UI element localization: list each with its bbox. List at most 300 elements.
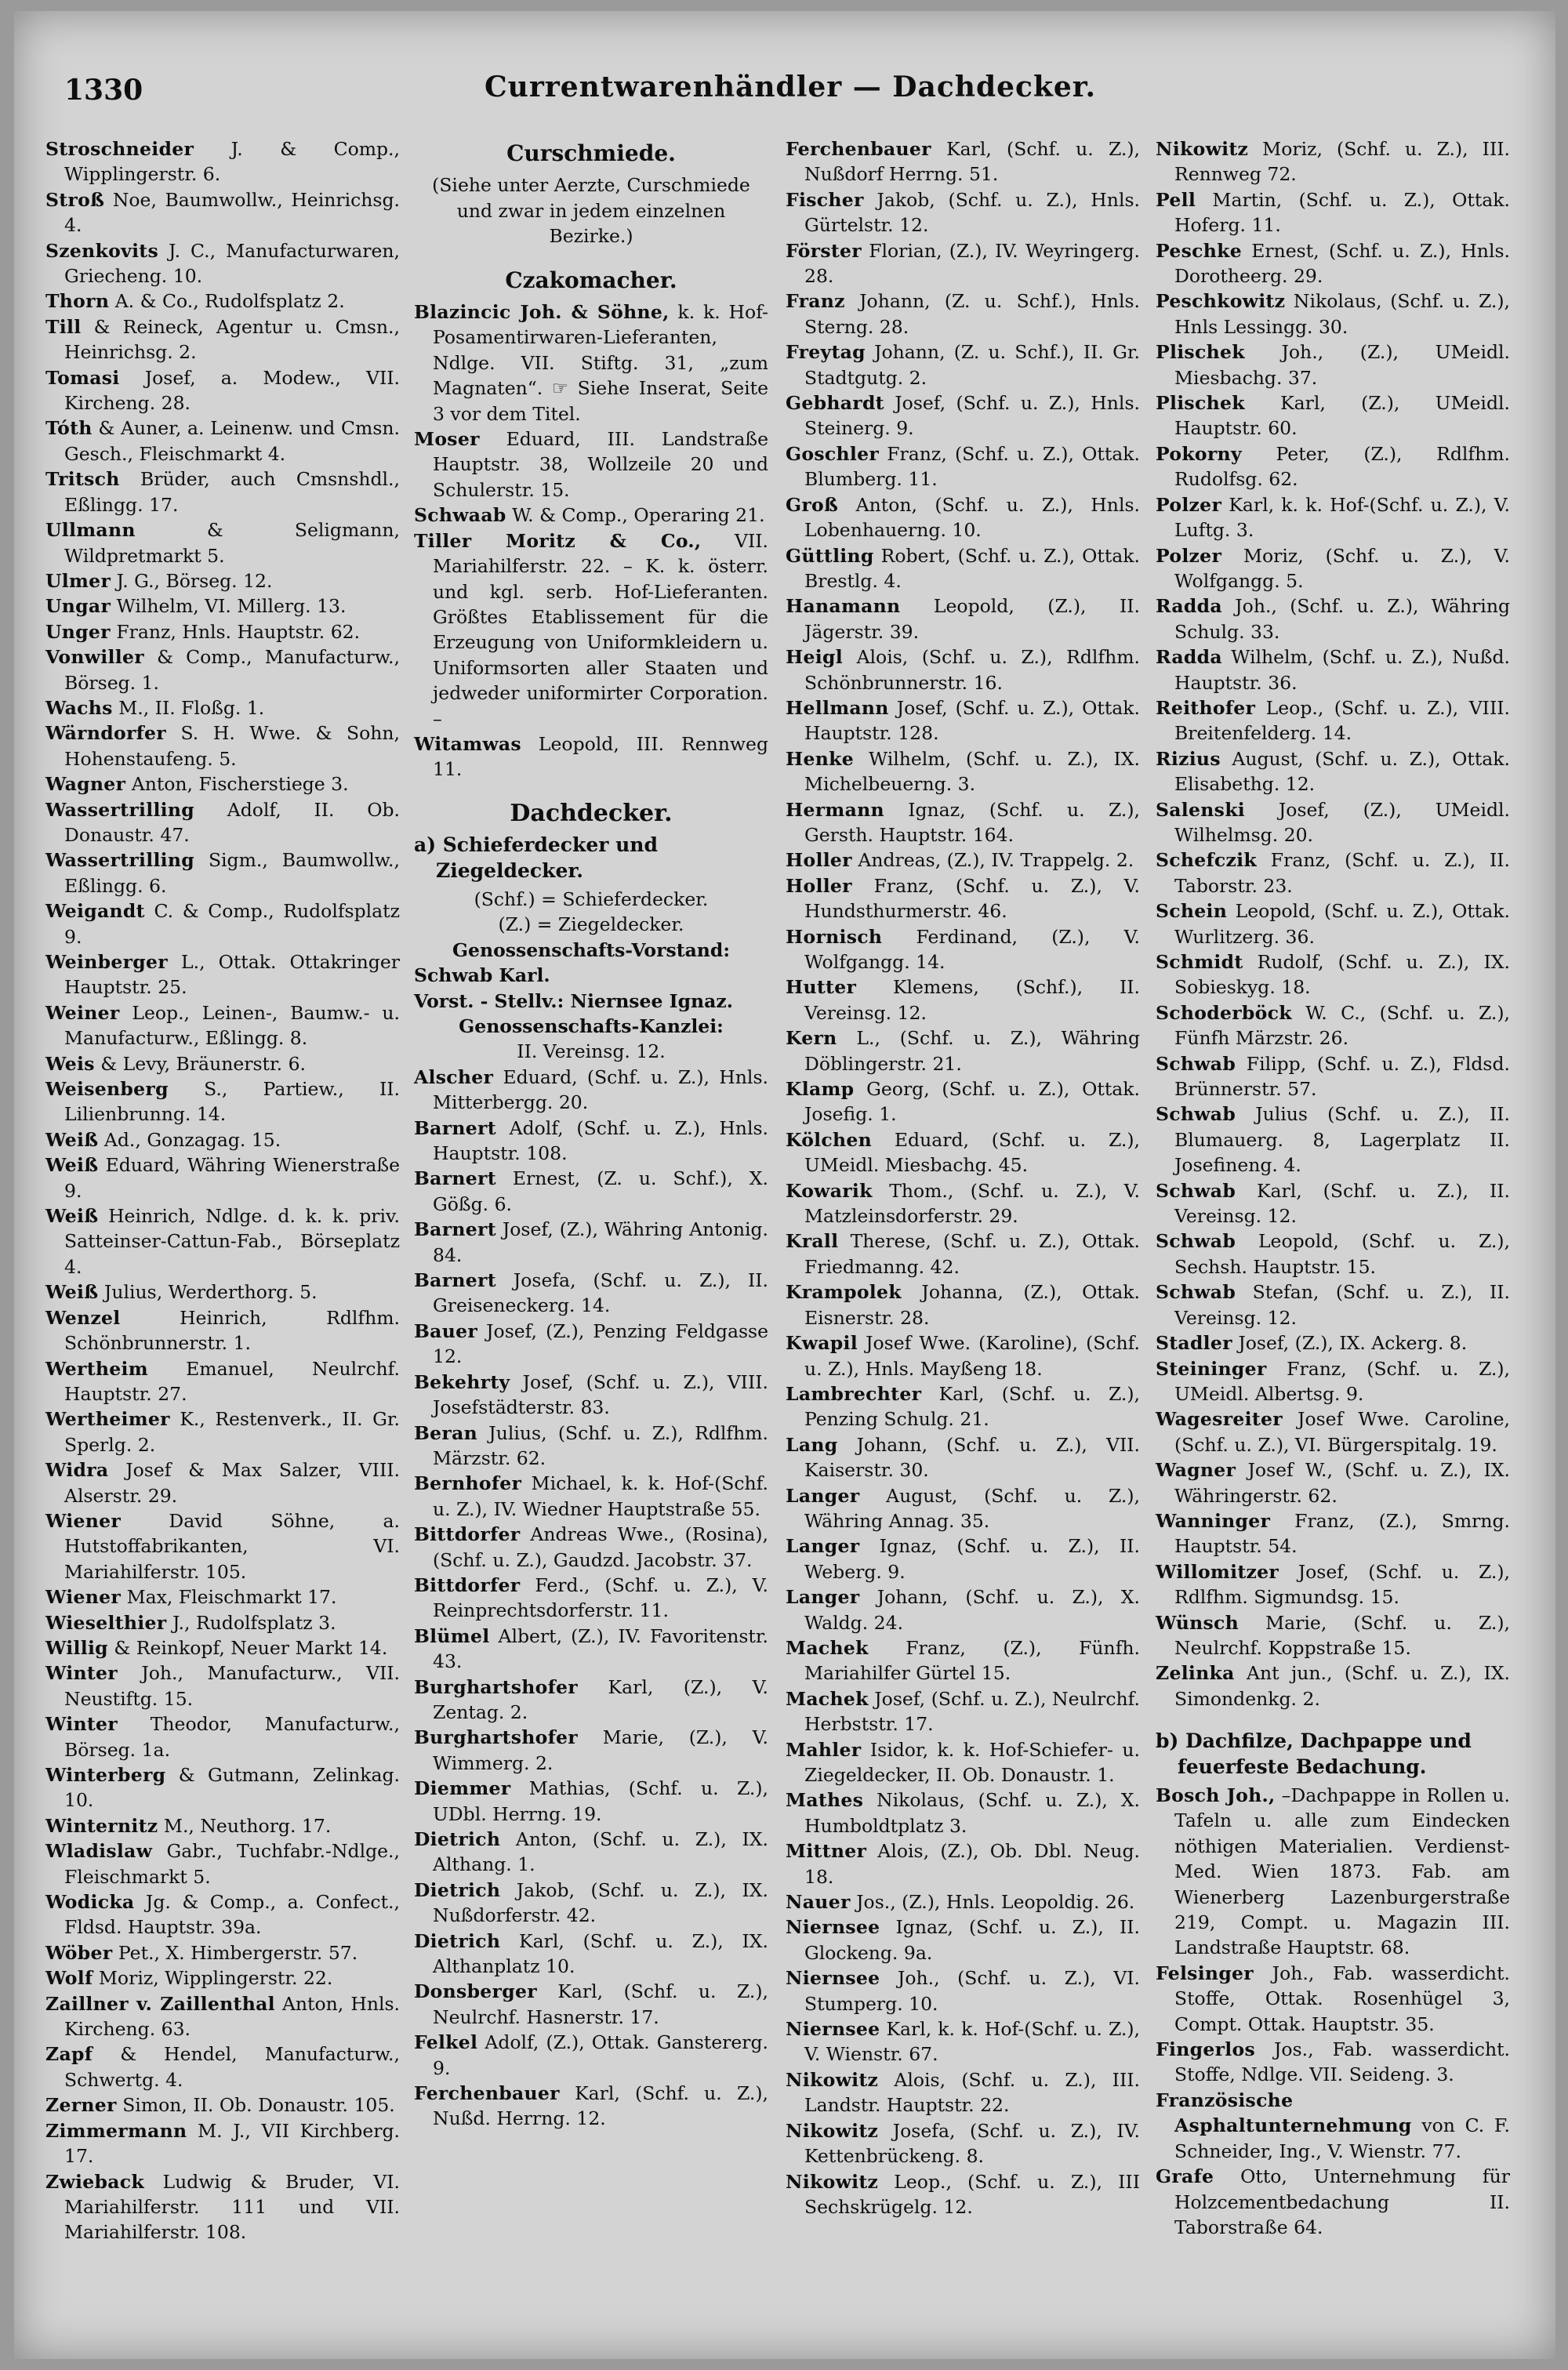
entry-details: Leopold, (Schf. u. Z.), Ottak. Wurlitzerg. 36. <box>1174 900 1510 948</box>
entry-details: Jakob, (Schf. u. Z.), Hnls. Gürtelstr. 12. <box>804 188 1140 237</box>
directory-entry <box>45 644 400 695</box>
directory-entry <box>1156 797 1510 848</box>
entry-name: Stroschneider <box>45 138 194 160</box>
column-1 <box>45 136 400 2347</box>
page-number: 1330 <box>64 74 143 107</box>
entry-details: L., (Schf. u. Z.), Währing Döblingerstr. 21. <box>804 1027 1140 1075</box>
entry-details: J. C., Manufacturwaren, Griecheng. 10. <box>64 239 400 288</box>
directory-entry <box>786 441 1140 492</box>
entry-details: Ludwig & Bruder, VI. Mariahilferstr. 111 und VII. Mariahilferstr. 108. <box>64 2170 400 2244</box>
entry-name: Groß <box>786 493 839 516</box>
entry-name: Szenkovits <box>45 239 158 262</box>
directory-entry <box>414 1725 768 1776</box>
directory-entry <box>1156 339 1510 390</box>
directory-entry <box>45 1152 400 1203</box>
directory-entry <box>414 1471 768 1522</box>
entry-name: Schefczik <box>1156 849 1257 872</box>
entry-name: Wertheimer <box>45 1408 170 1431</box>
directory-entry <box>786 1330 1140 1381</box>
directory-entry <box>1156 136 1510 187</box>
entry-details: Moriz, (Schf. u. Z.), III. Rennweg 72. <box>1174 138 1510 186</box>
directory-entry <box>45 1457 400 1508</box>
entry-name: Stroß <box>45 188 105 211</box>
directory-entry <box>45 1076 400 1127</box>
entry-details: Ignaz, (Schf. u. Z.), II. Glockeng. 9a. <box>804 1916 1140 1964</box>
directory-entry <box>45 1406 400 1457</box>
entry-name: Ulmer <box>45 569 111 592</box>
directory-entry <box>786 1025 1140 1076</box>
directory-entry <box>45 695 400 720</box>
czakomacher-list <box>414 299 768 782</box>
section-heading-curschmiede: Curschmiede. <box>506 140 676 166</box>
entry-name: Krall <box>786 1230 839 1253</box>
entry-details: Josef, (Schf. u. Z.), Ottak. Hauptstr. 128. <box>804 696 1140 745</box>
directory-entry <box>1156 289 1510 339</box>
entry-name: Weiß <box>45 1154 99 1177</box>
entry-name: Wieselthier <box>45 1611 167 1634</box>
directory-entry <box>414 1573 768 1624</box>
guild-office-address: II. Vereinsg. 12. <box>517 1040 666 1063</box>
directory-entry <box>45 187 400 238</box>
entry-name: Weiß <box>45 1128 99 1151</box>
directory-entry <box>786 873 1140 924</box>
directory-entry <box>1156 1178 1510 1229</box>
entry-name: Schoderböck <box>1156 1001 1292 1024</box>
entry-name: Hermann <box>786 798 884 821</box>
directory-entry <box>786 2016 1140 2067</box>
entry-details: Gabr., Tuchfabr.-Ndlge., Fleischmarkt 5. <box>64 1840 400 1888</box>
entry-name: Schwab <box>1156 1179 1236 1202</box>
directory-entry <box>45 847 400 898</box>
entry-details: Josef Wwe. Caroline, (Schf. u. Z.), VI. Bürgerspitalg. 19. <box>1174 1408 1510 1456</box>
directory-entry <box>1156 543 1510 594</box>
entry-name: Krampolek <box>786 1281 902 1304</box>
entry-name: Dietrich <box>414 1828 501 1850</box>
entry-details: Florian, (Z.), IV. Weyringerg. 28. <box>804 239 1140 288</box>
directory-entry <box>1156 492 1510 543</box>
directory-entry <box>45 1940 400 1965</box>
column-2 <box>414 136 768 2347</box>
entry-details: Stefan, (Schf. u. Z.), II. Vereinsg. 12. <box>1174 1281 1510 1329</box>
directory-entry <box>45 416 400 466</box>
directory-entry <box>1156 898 1510 949</box>
entry-name: Moser <box>414 428 480 451</box>
directory-entry <box>1156 1508 1510 1559</box>
entry-name: Nikowitz <box>786 2119 879 2142</box>
guild-board-label: Genossenschafts-Vorstand: <box>452 938 730 961</box>
entry-details: Ernest, (Schf. u. Z.), Hnls. Dorotheerg. 29. <box>1174 239 1510 288</box>
entry-name: Barnert <box>414 1116 496 1139</box>
entry-name: Kölchen <box>786 1128 873 1151</box>
entry-details: k. k. Hof-Posamentirwaren-Lieferanten, Ndlge. VII. Stiftg. 31, „zum Magnaten“. ☞ Siehe Inserat, Seite 3 vor dem Titel. <box>433 301 768 425</box>
entry-name: Gebhardt <box>786 392 884 415</box>
entry-details: Karl, (Schf. u. Z.), II. Vereinsg. 12. <box>1174 1179 1510 1228</box>
directory-entry <box>1156 390 1510 441</box>
entry-name: Mahler <box>786 1738 862 1761</box>
entry-details: Josef, (Z.), UMeidl. Wilhelmsg. 20. <box>1174 798 1510 846</box>
entry-details: & Reineck, Agentur u. Cmsn., Heinrichsg. 2. <box>64 315 400 364</box>
directory-entry <box>1156 746 1510 797</box>
entry-name: Kwapil <box>786 1332 858 1355</box>
entry-details: Nikolaus, (Schf. u. Z.), Hnls Lessingg. 30. <box>1174 290 1510 338</box>
entry-name: Salenski <box>1156 798 1246 821</box>
entry-name: Radda <box>1156 646 1222 669</box>
entry-name: Bauer <box>414 1319 478 1342</box>
directory-entry <box>1156 1279 1510 1330</box>
directory-entry <box>786 543 1140 594</box>
entry-details: Eduard, (Schf. u. Z.), Hnls. Mitterbergg. 20. <box>433 1065 768 1114</box>
entry-name: Fischer <box>786 188 864 211</box>
entry-details: Karl, k. k. Hof-(Schf. u. Z.), V. Luftg. 3. <box>1174 493 1510 542</box>
entry-details: W. C., (Schf. u. Z.), Fünfh Märzstr. 26. <box>1174 1001 1510 1050</box>
entry-name: Wiener <box>45 1586 122 1609</box>
entry-name: Hellmann <box>786 696 889 719</box>
entry-details: Wilhelm, VI. Millerg. 13. <box>116 595 347 618</box>
entry-details: Robert, (Schf. u. Z.), Ottak. Brestlg. 4. <box>804 544 1140 592</box>
entry-name: Steininger <box>1156 1357 1267 1380</box>
entry-details: Therese, (Schf. u. Z.), Ottak. Friedmanng. 42. <box>804 1230 1140 1278</box>
directory-entry <box>414 2030 768 2081</box>
directory-entry <box>786 136 1140 187</box>
entry-name: Polzer <box>1156 544 1222 567</box>
entry-details: Karl, (Schf. u. Z.), Neulrchf. Hasnerstr. 17. <box>433 1980 768 2028</box>
directory-entry <box>786 390 1140 441</box>
entry-details: Marie, (Schf. u. Z.), Neulrchf. Koppstraße 15. <box>1174 1611 1510 1659</box>
entry-details: Martin, (Schf. u. Z.), Ottak. Hoferg. 11. <box>1174 188 1510 237</box>
directory-entry <box>414 1421 768 1472</box>
directory-entry <box>45 238 400 289</box>
entry-details: & Seligmann, Wildpretmarkt 5. <box>64 519 400 567</box>
directory-entry <box>1156 1406 1510 1457</box>
directory-entry <box>45 466 400 517</box>
entry-name: Tóth <box>45 417 93 440</box>
entry-details: Josef & Max Salzer, VIII. Alserstr. 29. <box>64 1459 400 1507</box>
directory-entry <box>786 2067 1140 2118</box>
entry-details: Karl, (Z.), UMeidl. Hauptstr. 60. <box>1174 392 1510 440</box>
entry-details: Josef, (Schf. u. Z.), Hnls. Steinerg. 9. <box>804 392 1140 440</box>
directory-entry <box>45 1279 400 1305</box>
directory-entry <box>1156 2037 1510 2088</box>
directory-entry <box>786 1737 1140 1788</box>
entry-details: S., Partiew., II. Lilienbrunng. 14. <box>64 1078 400 1126</box>
entry-name: Blümel <box>414 1624 490 1647</box>
entry-name: Barnert <box>414 1269 496 1292</box>
directory-entry <box>786 2169 1140 2220</box>
directory-entry <box>1156 847 1510 898</box>
entry-name: Langer <box>786 1484 860 1507</box>
entry-name: Zerner <box>45 2094 117 2117</box>
directory-entry <box>786 1381 1140 1432</box>
entry-details: Karl, (Schf. u. Z.), Penzing Schulg. 21. <box>804 1382 1140 1431</box>
directory-entry <box>786 695 1140 746</box>
entry-name: Wagner <box>45 773 126 796</box>
entry-details: Leopold, III. Rennweg 11. <box>433 732 768 781</box>
directory-entry <box>414 503 768 528</box>
entry-details: Andreas Wwe., (Rosina), (Schf. u. Z.), Gaudzd. Jacobstr. 37. <box>433 1523 768 1571</box>
entry-name: Lang <box>786 1433 838 1456</box>
directory-entry <box>1156 187 1510 238</box>
directory-entry <box>45 1635 400 1660</box>
entry-name: Wolf <box>45 1967 93 1990</box>
entry-name: Langer <box>786 1586 860 1609</box>
entry-details: Sigm., Baumwollw., Eßlingg. 6. <box>64 849 400 897</box>
entry-details: August, (Schf. u. Z.), Währing Annag. 35. <box>804 1484 1140 1532</box>
entry-name: Wassertrilling <box>45 849 195 872</box>
entry-details: Josef W., (Schf. u. Z.), IX. Währingerstr. 62. <box>1174 1459 1510 1507</box>
entry-name: Wachs <box>45 696 113 719</box>
directory-entry <box>786 1279 1140 1330</box>
legend-ziegeldecker: (Z.) = Ziegeldecker. <box>498 913 684 936</box>
section-heading-czakomacher: Czakomacher. <box>505 267 677 293</box>
entry-name: Nikowitz <box>1156 138 1249 160</box>
entry-name: Machek <box>786 1687 869 1710</box>
entry-details: & Gutmann, Zelinkag. 10. <box>64 1764 400 1812</box>
entry-name: Stadler <box>1156 1332 1232 1355</box>
entry-name: Zelinka <box>1156 1662 1235 1685</box>
entry-details: Josef, (Schf. u. Z.), Neulrchf. Herbststr. 17. <box>804 1687 1140 1736</box>
directory-entry <box>1156 1783 1510 1961</box>
entry-name: Winterberg <box>45 1764 166 1786</box>
directory-entry <box>786 974 1140 1025</box>
entry-name: Felkel <box>414 2031 478 2054</box>
directory-entry <box>1156 1330 1510 1356</box>
entry-name: Zwieback <box>45 2170 144 2193</box>
directory-entry <box>45 365 400 416</box>
entry-details: Josef, (Schf. u. Z.), VIII. Josefstädterstr. 83. <box>433 1370 768 1419</box>
entry-name: Holler <box>786 874 852 897</box>
entry-name: Mathes <box>786 1789 864 1812</box>
entry-name: Wagner <box>1156 1459 1236 1482</box>
entry-details: Emanuel, Neulrchf. Hauptstr. 27. <box>64 1357 400 1405</box>
directory-entry <box>786 339 1140 390</box>
entry-details: Pet., X. Himbergerstr. 57. <box>118 1941 358 1964</box>
entry-name: Felsinger <box>1156 1962 1254 1984</box>
directory-entry <box>45 1127 400 1152</box>
directory-entry <box>786 644 1140 695</box>
directory-entry <box>45 568 400 593</box>
entry-name: Till <box>45 315 82 338</box>
directory-entry <box>414 1116 768 1167</box>
entry-details: Josefa, (Schf. u. Z.), II. Greiseneckerg. 14. <box>433 1269 768 1317</box>
entry-details: VII. Mariahilferstr. 22. – K. k. österr. und kgl. serb. Hof-Lieferanten. Größtes Etablissement für die Erzeugung von Uniformkleidern u. Uniformsorten aller Staaten und jedweder uniformirter Corporation. – <box>433 529 768 730</box>
entry-details: Julius (Schf. u. Z.), II. Blumauerg. 8, Lagerplatz II. Josefineng. 4. <box>1174 1103 1510 1177</box>
entry-details: Ad., Gonzagag. 15. <box>103 1128 281 1151</box>
entry-name: Rizius <box>1156 747 1221 770</box>
entry-details: M., Neuthorg. 17. <box>163 1814 332 1837</box>
entry-name: Weiner <box>45 1001 120 1024</box>
directory-entry <box>1156 1229 1510 1279</box>
entry-name: Schein <box>1156 900 1228 923</box>
entry-name: Klamp <box>786 1078 855 1101</box>
entry-name: Pell <box>1156 188 1196 211</box>
entry-name: Kowarik <box>786 1179 873 1202</box>
entry-details: Noe, Baumwollw., Heinrichsg. 4. <box>64 188 400 237</box>
entry-name: Nikowitz <box>786 2170 879 2193</box>
entry-details: Karl, k. k. Hof-(Schf. u. Z.), V. Wienstr. 67. <box>804 2018 1140 2066</box>
entry-details: & Levy, Bräunerstr. 6. <box>100 1052 306 1075</box>
entry-details: Josef, (Z.), Penzing Feldgasse 12. <box>433 1319 768 1368</box>
directory-entry <box>786 593 1140 644</box>
entry-details: Jos., (Z.), Hnls. Leopoldig. 26. <box>856 1891 1135 1914</box>
entry-details: Marie, (Z.), V. Wimmerg. 2. <box>433 1726 768 1774</box>
entry-details: Eduard, III. Landstraße Hauptstr. 38, Wollzeile 20 und Schulerstr. 15. <box>433 428 768 501</box>
entry-name: Holler <box>786 849 852 872</box>
entry-name: Tiller Moritz & Co., <box>414 529 702 552</box>
directory-entry <box>414 1675 768 1726</box>
running-title: Currentwarenhändler — Dachdecker. <box>485 71 1096 103</box>
directory-entry <box>786 492 1140 543</box>
entry-details: Karl, (Schf. u. Z.), Nußdorf Herrng. 51. <box>804 138 1140 186</box>
directory-entry <box>1156 593 1510 644</box>
directory-entry <box>786 1483 1140 1534</box>
entry-name: Heigl <box>786 646 843 669</box>
entry-details: Karl, (Schf. u. Z.), Nußd. Herrng. 12. <box>433 2082 768 2130</box>
entry-name: Blazincic Joh. & Söhne, <box>414 301 670 324</box>
entry-details: Julius, Werderthorg. 5. <box>103 1281 318 1304</box>
directory-entry <box>45 1991 400 2042</box>
directory-entry <box>45 1711 400 1762</box>
entry-name: Freytag <box>786 341 866 364</box>
subsection-heading-a: a) Schieferdecker und Ziegeldecker. <box>414 833 658 882</box>
entry-details: Johann, (Schf. u. Z.), X. Waldg. 24. <box>804 1586 1140 1634</box>
entry-name: Weis <box>45 1052 95 1075</box>
entry-details: Filipp, (Schf. u. Z.), Fldsd. Brünnerstr. 57. <box>1174 1052 1510 1101</box>
dachdecker-list-a-continued <box>1156 136 1510 1711</box>
directory-entry <box>786 2118 1140 2169</box>
entry-details: Leopold, (Z.), II. Jägerstr. 39. <box>804 595 1140 643</box>
directory-entry <box>414 426 768 503</box>
entry-details: C. & Comp., Rudolfsplatz 9. <box>64 900 400 948</box>
entry-details: S. H. Wwe. & Sohn, Hohenstaufeng. 5. <box>64 722 400 770</box>
entry-name: Alscher <box>414 1065 494 1088</box>
directory-entry <box>414 528 768 731</box>
entry-details: J., Rudolfsplatz 3. <box>172 1611 336 1634</box>
entry-name: Wodicka <box>45 1891 135 1914</box>
directory-entry <box>786 238 1140 289</box>
directory-entry <box>45 1203 400 1279</box>
entry-details: Leopold, (Schf. u. Z.), Sechsh. Hauptstr. 15. <box>1174 1230 1510 1278</box>
entry-name: Güttling <box>786 544 874 567</box>
entry-name: Wünsch <box>1156 1611 1240 1634</box>
entry-details: Josef, (Z.), Währing Antonig. 84. <box>433 1218 768 1266</box>
directory-entry <box>1156 949 1510 1000</box>
entry-name: Peschkowitz <box>1156 290 1286 313</box>
dachdecker-list-a <box>414 1065 768 2132</box>
directory-entry <box>45 136 400 187</box>
column-4 <box>1156 136 1510 2347</box>
directory-entry <box>1156 1660 1510 1711</box>
entry-details: Leop., (Schf. u. Z.), VIII. Breitenfelderg. 14. <box>1174 696 1510 745</box>
entry-name: Widra <box>45 1459 109 1482</box>
entry-details: Franz, Hnls. Hauptstr. 62. <box>116 620 361 643</box>
directory-entry <box>1156 2164 1510 2240</box>
entry-details: Albert, (Z.), IV. Favoritenstr. 43. <box>433 1624 768 1673</box>
directory-entry <box>786 847 1140 873</box>
entry-name: Hanamann <box>786 595 901 618</box>
entry-details: Adolf, (Schf. u. Z.), Hnls. Hauptstr. 108. <box>433 1116 768 1165</box>
entry-details: Adolf, II. Ob. Donaustr. 47. <box>64 798 400 846</box>
entry-details: Josef, (Schf. u. Z.), Rdlfhm. Sigmundsg. 15. <box>1174 1560 1510 1609</box>
entry-details: Josef Wwe. (Karoline), (Schf. u. Z.), Hnls. Mayßeng 18. <box>804 1332 1140 1380</box>
entry-name: Burghartshofer <box>414 1726 578 1749</box>
entry-name: Wenzel <box>45 1306 121 1329</box>
entry-details: Ant jun., (Schf. u. Z.), IX. Simondenkg. 2. <box>1174 1662 1510 1710</box>
entry-name: Donsberger <box>414 1980 537 2003</box>
directory-entry <box>786 1584 1140 1635</box>
directory-entry <box>1156 441 1510 492</box>
entry-details: Moriz, Wipplingerstr. 22. <box>98 1967 333 1990</box>
entry-details: Josefa, (Schf. u. Z.), IV. Kettenbrückeng. 8. <box>804 2119 1140 2168</box>
subsection-heading-b: b) Dachfilze, Dachpappe und feuerfeste Bedachung. <box>1156 1729 1472 1778</box>
entry-details: Wilhelm, (Schf. u. Z.), IX. Michelbeuerng. 3. <box>804 747 1140 796</box>
entry-name: Ullmann <box>45 519 136 542</box>
entry-name: Winternitz <box>45 1814 158 1837</box>
directory-entry <box>45 898 400 949</box>
entry-details: Nikolaus, (Schf. u. Z.), X. Humboldtplatz 3. <box>804 1789 1140 1837</box>
directory-entry <box>786 1432 1140 1483</box>
directory-entry <box>45 1051 400 1076</box>
entry-name: Bittdorfer <box>414 1573 521 1596</box>
entry-name: Hornisch <box>786 925 883 948</box>
entry-details: Alois, (Z.), Ob. Dbl. Neug. 18. <box>804 1840 1140 1888</box>
entry-name: Tomasi <box>45 366 120 389</box>
directory-entry <box>45 2118 400 2169</box>
entry-details: Moriz, (Schf. u. Z.), V. Wolfgangg. 5. <box>1174 544 1510 592</box>
directory-entry <box>414 1827 768 1878</box>
entry-details: Jg. & Comp., a. Confect., Fldsd. Hauptstr. 39a. <box>64 1891 400 1939</box>
directory-entry <box>45 1508 400 1584</box>
entry-name: Wertheim <box>45 1357 148 1380</box>
directory-entry <box>414 1370 768 1421</box>
directory-entry <box>1156 1961 1510 2037</box>
entry-name: Bosch Joh., <box>1156 1784 1276 1806</box>
entry-name: Beran <box>414 1421 478 1444</box>
entry-details: Julius, (Schf. u. Z.), Rdlfhm. Märzstr. 62. <box>433 1421 768 1469</box>
entry-details: M., II. Floßg. 1. <box>118 696 265 719</box>
directory-entry <box>45 1762 400 1813</box>
entry-details: Heinrich, Ndlge. d. k. k. priv. Satteinser-Cattun-Fab., Börseplatz 4. <box>64 1205 400 1278</box>
directory-page <box>14 11 1555 2359</box>
entry-name: Hutter <box>786 976 857 999</box>
entry-name: Weiß <box>45 1205 99 1228</box>
entry-name: Ungar <box>45 595 111 618</box>
entry-details: Klemens, (Schf.), II. Vereinsg. 12. <box>804 976 1140 1024</box>
directory-entry <box>786 797 1140 848</box>
entry-details: Brüder, auch Cmsnshdl., Eßlingg. 17. <box>64 468 400 516</box>
entry-name: Zimmermann <box>45 2119 187 2142</box>
entry-name: Weinberger <box>45 951 168 973</box>
directory-entry <box>786 1838 1140 1889</box>
entry-details: Anton, (Schf. u. Z.), IX. Althang. 1. <box>433 1828 768 1876</box>
entry-details: Mathias, (Schf. u. Z.), UDbl. Herrng. 19. <box>433 1777 768 1825</box>
entry-name: Barnert <box>414 1218 496 1241</box>
entry-name: Diemmer <box>414 1777 511 1800</box>
entry-details: Simon, II. Ob. Donaustr. 105. <box>122 2094 395 2117</box>
entry-name: Weisenberg <box>45 1078 169 1101</box>
directory-entry <box>786 1178 1140 1229</box>
directory-entry <box>786 187 1140 238</box>
directory-entry <box>45 2092 400 2118</box>
entry-details: L., Ottak. Ottakringer Hauptstr. 25. <box>64 951 400 999</box>
directory-entry <box>786 1635 1140 1686</box>
directory-entry <box>414 1624 768 1675</box>
entry-details: & Comp., Manufacturw., Börseg. 1. <box>64 646 400 694</box>
entry-details: Anton, Fischerstiege 3. <box>131 773 349 796</box>
directory-entry <box>45 314 400 365</box>
directory-entry <box>414 1522 768 1573</box>
entry-name: Wagesreiter <box>1156 1408 1283 1431</box>
entry-details: Jakob, (Schf. u. Z.), IX. Nußdorferstr. 42. <box>433 1878 768 1927</box>
